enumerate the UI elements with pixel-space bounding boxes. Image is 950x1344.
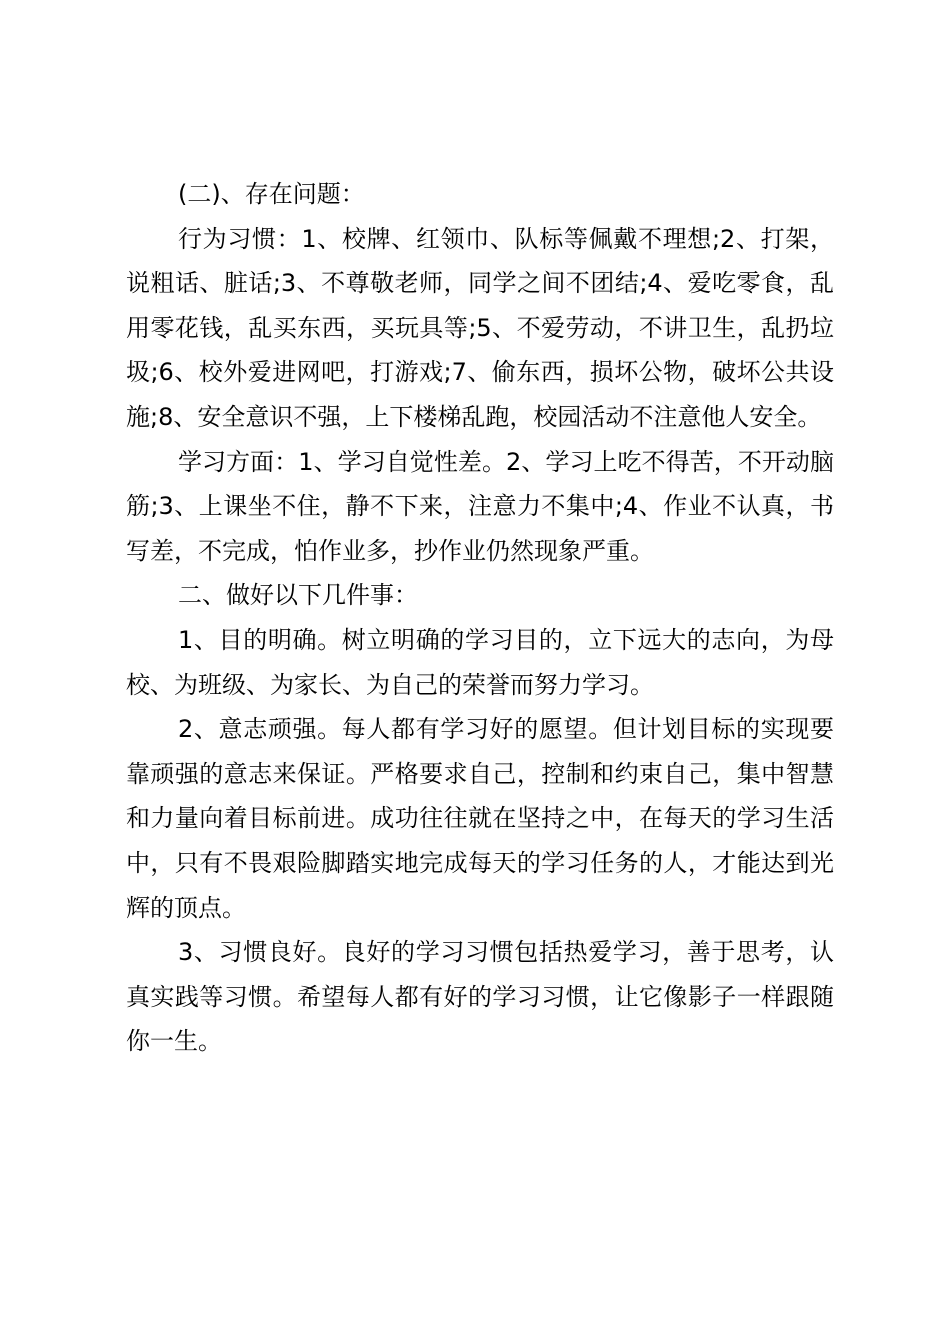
paragraph-strong-will: 2、意志顽强。每人都有学习好的愿望。但计划目标的实现要靠顽强的意志来保证。严格要求自己，控制和约束自己，集中智慧和力量向着目标前进。成功往往就在坚持之中，在每天的学习生活中，只有不畏艰险脚踏实地完成每天的学习任务的人，才能达到光辉的顶点。 xyxy=(126,715,834,922)
section-heading-problems: (二)、存在问题： xyxy=(178,180,365,208)
paragraph-clear-goal: 1、目的明确。树立明确的学习目的，立下远大的志向，为母校、为班级、为家长、为自己的荣誉而努力学习。 xyxy=(126,625,834,699)
section-heading-tasks: 二、做好以下几件事： xyxy=(178,581,418,610)
paragraph-study-aspects: 学习方面：1、学习自觉性差。2、学习上吃不得苦，不开动脑筋;3、上课坐不住，静不下来，注意力不集中;4、作业不认真，书写差，不完成，怕作业多，抄作业仍然现象严重。 xyxy=(126,447,834,565)
document-page xyxy=(126,172,834,1064)
paragraph-behavior-habits: 行为习惯：1、校牌、红领巾、队标等佩戴不理想;2、打架，说粗话、脏话;3、不尊敬老师，同学之间不团结;4、爱吃零食，乱用零花钱，乱买东西，买玩具等;5、不爱劳动，不讲卫生，乱扔垃圾;6、校外爱进网吧，打游戏;7、偷东西，损坏公物，破坏公共设施;8、安全意识不强，上下楼梯乱跑，校园活动不注意他人安全。 xyxy=(126,224,834,431)
paragraph-good-habits: 3、习惯良好。良好的学习习惯包括热爱学习，善于思考，认真实践等习惯。希望每人都有好的学习习惯，让它像影子一样跟随你一生。 xyxy=(126,938,834,1056)
